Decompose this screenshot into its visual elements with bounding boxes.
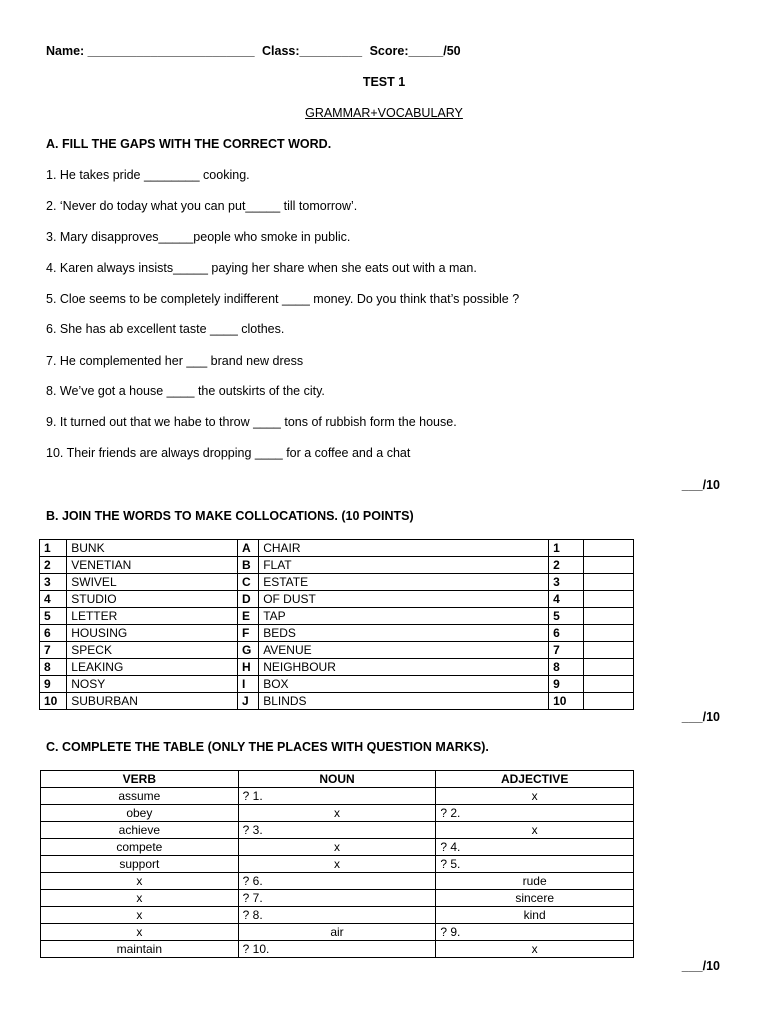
noun-answer-cell[interactable]: ? 7. [238, 890, 436, 907]
row-number: 6 [40, 625, 67, 642]
row-letter: E [237, 608, 258, 625]
table-row [40, 659, 634, 676]
answer-cell[interactable] [584, 574, 634, 591]
answer-number: 6 [549, 625, 584, 642]
test-subtitle: GRAMMAR+VOCABULARY [305, 106, 463, 120]
second-word: BLINDS [259, 693, 549, 710]
first-word: SPECK [67, 642, 238, 659]
question-item: 6. She has ab excellent taste ____ clothes. [46, 322, 285, 336]
question-item: 3. Mary disapproves_____people who smoke in public. [46, 230, 351, 244]
answer-cell[interactable] [584, 659, 634, 676]
question-item: 9. It turned out that we habe to throw ____ tons of rubbish form the house. [46, 415, 457, 429]
answer-number: 9 [549, 676, 584, 693]
table-row [41, 873, 634, 890]
first-word: BUNK [67, 540, 238, 557]
row-letter: A [237, 540, 258, 557]
question-item: 8. We’ve got a house ____ the outskirts of the city. [46, 384, 325, 398]
verb-cell: obey [41, 805, 239, 822]
first-word: HOUSING [67, 625, 238, 642]
verb-cell: assume [41, 788, 239, 805]
question-item: 5. Cloe seems to be completely indifferent ____ money. Do you think that’s possible ? [46, 292, 520, 306]
row-number: 8 [40, 659, 67, 676]
verb-cell: compete [41, 839, 239, 856]
row-letter: B [237, 557, 258, 574]
adjective-cell: kind [436, 907, 634, 924]
noun-answer-cell[interactable]: ? 6. [238, 873, 436, 890]
test-title: TEST 1 [362, 75, 406, 89]
noun-answer-cell[interactable]: ? 8. [238, 907, 436, 924]
table-row [40, 574, 634, 591]
first-word: LETTER [67, 608, 238, 625]
class-field[interactable]: Class:_________ [262, 44, 363, 58]
first-word: NOSY [67, 676, 238, 693]
table-row [40, 693, 634, 710]
row-number: 3 [40, 574, 67, 591]
column-header-verb: VERB [41, 771, 239, 788]
first-word: LEAKING [67, 659, 238, 676]
row-letter: G [237, 642, 258, 659]
table-row [41, 924, 634, 941]
noun-cell: x [238, 856, 436, 873]
verb-cell: achieve [41, 822, 239, 839]
word-forms-table [40, 770, 634, 958]
table-row [41, 805, 634, 822]
adjective-answer-cell[interactable]: ? 5. [436, 856, 634, 873]
row-number: 10 [40, 693, 67, 710]
answer-cell[interactable] [584, 608, 634, 625]
question-item: 10. Their friends are always dropping ____ for a coffee and a chat [46, 446, 411, 460]
verb-cell: maintain [41, 941, 239, 958]
table-row [41, 941, 634, 958]
score-field[interactable]: Score:_____/50 [369, 44, 461, 58]
table-row [41, 822, 634, 839]
student-header [46, 44, 465, 58]
answer-cell[interactable] [584, 591, 634, 608]
column-header-adjective: ADJECTIVE [436, 771, 634, 788]
table-row [41, 788, 634, 805]
table-row [41, 856, 634, 873]
adjective-answer-cell[interactable]: ? 9. [436, 924, 634, 941]
adjective-answer-cell[interactable]: ? 4. [436, 839, 634, 856]
answer-number: 8 [549, 659, 584, 676]
noun-cell: x [238, 839, 436, 856]
verb-cell: x [41, 924, 239, 941]
verb-cell: support [41, 856, 239, 873]
verb-cell: x [41, 873, 239, 890]
table-row [41, 907, 634, 924]
section-a-score: ___/10 [681, 478, 720, 492]
answer-number: 7 [549, 642, 584, 659]
table-row [40, 676, 634, 693]
section-c-heading: C. COMPLETE THE TABLE (ONLY THE PLACES WITH QUESTION MARKS). [46, 740, 489, 754]
row-letter: C [237, 574, 258, 591]
section-b-score: ___/10 [681, 710, 720, 724]
column-header-noun: NOUN [238, 771, 436, 788]
question-item: 1. He takes pride ________ cooking. [46, 168, 250, 182]
second-word: AVENUE [259, 642, 549, 659]
row-letter: I [237, 676, 258, 693]
noun-cell: x [238, 805, 436, 822]
question-item: 4. Karen always insists_____ paying her share when she eats out with a man. [46, 261, 477, 275]
first-word: SWIVEL [67, 574, 238, 591]
answer-cell[interactable] [584, 557, 634, 574]
second-word: TAP [259, 608, 549, 625]
row-letter: J [237, 693, 258, 710]
adjective-cell: rude [436, 873, 634, 890]
table-row [40, 540, 634, 557]
answer-number: 4 [549, 591, 584, 608]
row-letter: D [237, 591, 258, 608]
adjective-cell: x [436, 941, 634, 958]
question-item: 7. He complemented her ___ brand new dress [46, 354, 304, 368]
noun-cell: air [238, 924, 436, 941]
row-number: 5 [40, 608, 67, 625]
row-number: 1 [40, 540, 67, 557]
adjective-answer-cell[interactable]: ? 2. [436, 805, 634, 822]
row-letter: H [237, 659, 258, 676]
table-row [40, 625, 634, 642]
answer-cell[interactable] [584, 676, 634, 693]
section-b-heading: B. JOIN THE WORDS TO MAKE COLLOCATIONS. (10 POINTS) [46, 509, 414, 523]
second-word: OF DUST [259, 591, 549, 608]
adjective-cell: sincere [436, 890, 634, 907]
first-word: SUBURBAN [67, 693, 238, 710]
section-a-heading: A. FILL THE GAPS WITH THE CORRECT WORD. [46, 137, 332, 151]
answer-cell[interactable] [584, 693, 634, 710]
answer-cell[interactable] [584, 625, 634, 642]
adjective-cell: x [436, 822, 634, 839]
second-word: FLAT [259, 557, 549, 574]
first-word: VENETIAN [67, 557, 238, 574]
table-row [41, 890, 634, 907]
table-row [40, 642, 634, 659]
row-letter: F [237, 625, 258, 642]
second-word: CHAIR [259, 540, 549, 557]
row-number: 2 [40, 557, 67, 574]
row-number: 4 [40, 591, 67, 608]
noun-answer-cell[interactable]: ? 3. [238, 822, 436, 839]
answer-number: 10 [549, 693, 584, 710]
answer-number: 1 [549, 540, 584, 557]
section-c-score: ___/10 [681, 959, 720, 973]
row-number: 7 [40, 642, 67, 659]
name-field[interactable]: Name: ________________________ [46, 44, 255, 58]
table-row [40, 557, 634, 574]
noun-answer-cell[interactable]: ? 1. [238, 788, 436, 805]
adjective-cell: x [436, 788, 634, 805]
verb-cell: x [41, 890, 239, 907]
verb-cell: x [41, 907, 239, 924]
answer-cell[interactable] [584, 540, 634, 557]
answer-number: 5 [549, 608, 584, 625]
noun-answer-cell[interactable]: ? 10. [238, 941, 436, 958]
second-word: BEDS [259, 625, 549, 642]
table-row [40, 608, 634, 625]
first-word: STUDIO [67, 591, 238, 608]
table-row [41, 839, 634, 856]
row-number: 9 [40, 676, 67, 693]
collocation-table [39, 539, 634, 710]
table-row [40, 591, 634, 608]
second-word: NEIGHBOUR [259, 659, 549, 676]
answer-number: 2 [549, 557, 584, 574]
table-header-row [41, 771, 634, 788]
question-item: 2. ‘Never do today what you can put_____ till tomorrow’. [46, 199, 358, 213]
answer-cell[interactable] [584, 642, 634, 659]
second-word: ESTATE [259, 574, 549, 591]
answer-number: 3 [549, 574, 584, 591]
second-word: BOX [259, 676, 549, 693]
